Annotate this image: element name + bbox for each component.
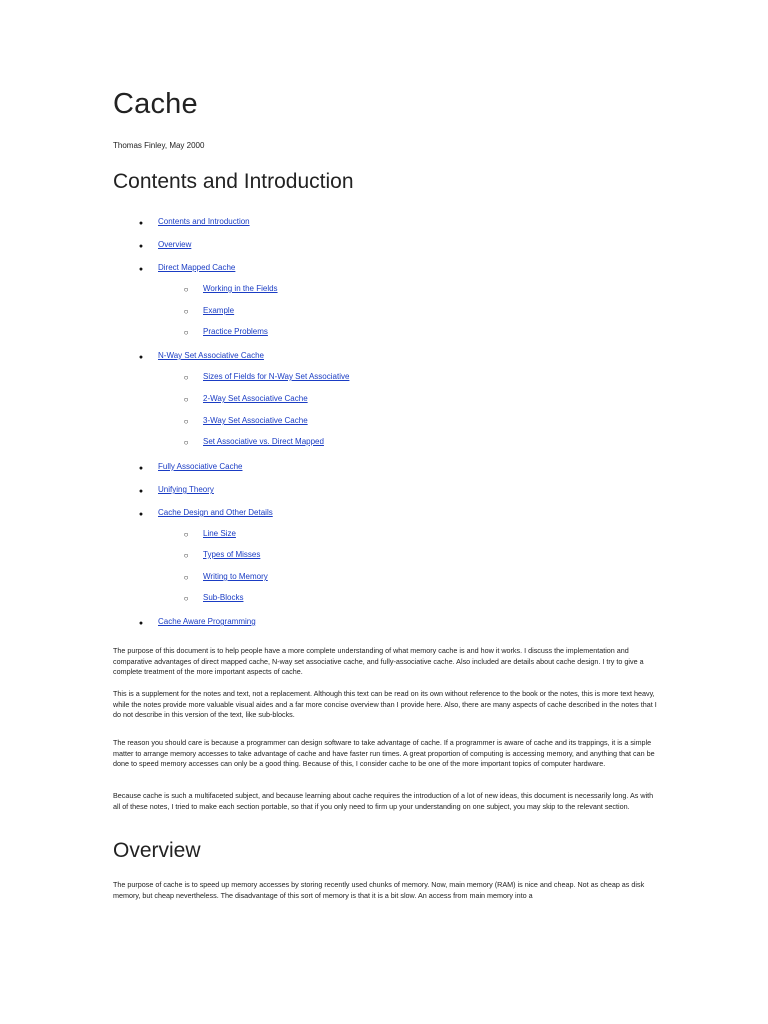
toc-item bbox=[158, 484, 214, 496]
bullet-circle-icon bbox=[181, 283, 191, 295]
toc-link[interactable]: N-Way Set Associative Cache bbox=[158, 351, 264, 360]
bullet-circle-icon bbox=[181, 326, 191, 338]
bullet-disc-icon bbox=[136, 262, 146, 274]
toc-item bbox=[158, 239, 191, 251]
toc-sublink[interactable]: 3-Way Set Associative Cache bbox=[203, 416, 308, 425]
toc-subitem bbox=[203, 571, 268, 583]
bullet-disc-icon bbox=[136, 216, 146, 228]
toc-item bbox=[158, 507, 273, 519]
toc-subitem bbox=[203, 393, 308, 405]
toc-sublink[interactable]: Types of Misses bbox=[203, 550, 261, 559]
toc-item bbox=[158, 350, 264, 362]
intro-paragraph: Because cache is such a multifaceted subject, and because learning about cache requires the introduction of a lot of new ideas, this document is necessarily long. As with all of these notes, I tried to make each section portable, so that if you only need to firm up your understanding on one subject, you may skip to the relevant section. bbox=[113, 791, 654, 811]
toc-subitem bbox=[203, 305, 234, 317]
toc-sublink[interactable]: Sizes of Fields for N-Way Set Associative bbox=[203, 372, 350, 381]
bullet-disc-icon bbox=[136, 507, 146, 519]
bullet-circle-icon bbox=[181, 436, 191, 448]
bullet-disc-icon bbox=[136, 461, 146, 473]
toc-link[interactable]: Fully Associative Cache bbox=[158, 462, 243, 471]
toc-item bbox=[158, 262, 235, 274]
toc-sublink[interactable]: 2-Way Set Associative Cache bbox=[203, 394, 308, 403]
toc-sublink[interactable]: Practice Problems bbox=[203, 327, 268, 336]
toc-link[interactable]: Overview bbox=[158, 240, 192, 249]
page-title: Cache bbox=[113, 88, 198, 120]
overview-heading: Overview bbox=[113, 839, 201, 862]
toc-sublink[interactable]: Line Size bbox=[203, 529, 236, 538]
toc-link[interactable]: Unifying Theory bbox=[158, 485, 214, 494]
bullet-circle-icon bbox=[181, 371, 191, 383]
bullet-circle-icon bbox=[181, 592, 191, 604]
toc-subitem bbox=[203, 436, 324, 448]
toc-subitem bbox=[203, 326, 268, 338]
toc-subitem bbox=[203, 549, 260, 561]
bullet-disc-icon bbox=[136, 239, 146, 251]
author-line: Thomas Finley, May 2000 bbox=[113, 141, 205, 150]
bullet-circle-icon bbox=[181, 571, 191, 583]
bullet-disc-icon bbox=[136, 484, 146, 496]
toc-item bbox=[158, 461, 242, 473]
toc-subitem bbox=[203, 592, 243, 604]
toc-item bbox=[158, 616, 256, 628]
toc-sublink[interactable]: Writing to Memory bbox=[203, 572, 268, 581]
bullet-disc-icon bbox=[136, 350, 146, 362]
toc-sublink[interactable]: Working in the Fields bbox=[203, 284, 278, 293]
toc-sublink[interactable]: Sub-Blocks bbox=[203, 593, 244, 602]
toc-link[interactable]: Cache Aware Programming bbox=[158, 617, 256, 626]
toc-sublink[interactable]: Set Associative vs. Direct Mapped bbox=[203, 437, 324, 446]
toc-item bbox=[158, 216, 250, 228]
bullet-circle-icon bbox=[181, 415, 191, 427]
toc-subitem bbox=[203, 371, 349, 383]
intro-paragraph: The reason you should care is because a programmer can design software to take advantage of cache. If a programmer is aware of cache and its trappings, it is a simple matter to arrange memory accesses to take advantage of cache and have faster run times. A great proportion of computing is accessing memory, and anything that can be done to speed memory accesses can only be a good thing. Because of this, I consider cache to be one of the more important topics of computer hardware. bbox=[113, 738, 655, 768]
toc-link[interactable]: Contents and Introduction bbox=[158, 217, 250, 226]
toc-sublink[interactable]: Example bbox=[203, 306, 235, 315]
contents-heading: Contents and Introduction bbox=[113, 170, 354, 193]
toc-subitem bbox=[203, 283, 278, 295]
intro-paragraph: This is a supplement for the notes and text, not a replacement. Although this text can be read on its own without reference to the book or the notes, this is more text heavy, while the notes provide more valuable visual aides and a far more concise overview than I provide here. Also, there are many aspects of cache described in the notes that I do not describe in this version of the text, like sub-blocks. bbox=[113, 689, 657, 719]
intro-paragraph: The purpose of this document is to help people have a more complete understanding of what memory cache is and how it works. I discuss the implementation and comparative advantages of direct mapped cache, N-way set associative cache, and fully-associative cache. Also included are details about cache design. I try to give a complete treatment of the more important aspects of cache. bbox=[113, 646, 644, 676]
toc-subitem bbox=[203, 528, 236, 540]
toc-subitem bbox=[203, 415, 308, 427]
bullet-circle-icon bbox=[181, 393, 191, 405]
overview-paragraph: The purpose of cache is to speed up memory accesses by storing recently used chunks of memory. Now, main memory (RAM) is nice and cheap. Not as cheap as disk memory, but cheap nevertheless. The disadvantage of this sort of memory is that it is a bit slow. An access from main memory into a bbox=[113, 880, 645, 900]
toc-link[interactable]: Cache Design and Other Details bbox=[158, 508, 273, 517]
bullet-disc-icon bbox=[136, 616, 146, 628]
bullet-circle-icon bbox=[181, 528, 191, 540]
toc-link[interactable]: Direct Mapped Cache bbox=[158, 263, 236, 272]
bullet-circle-icon bbox=[181, 305, 191, 317]
bullet-circle-icon bbox=[181, 549, 191, 561]
